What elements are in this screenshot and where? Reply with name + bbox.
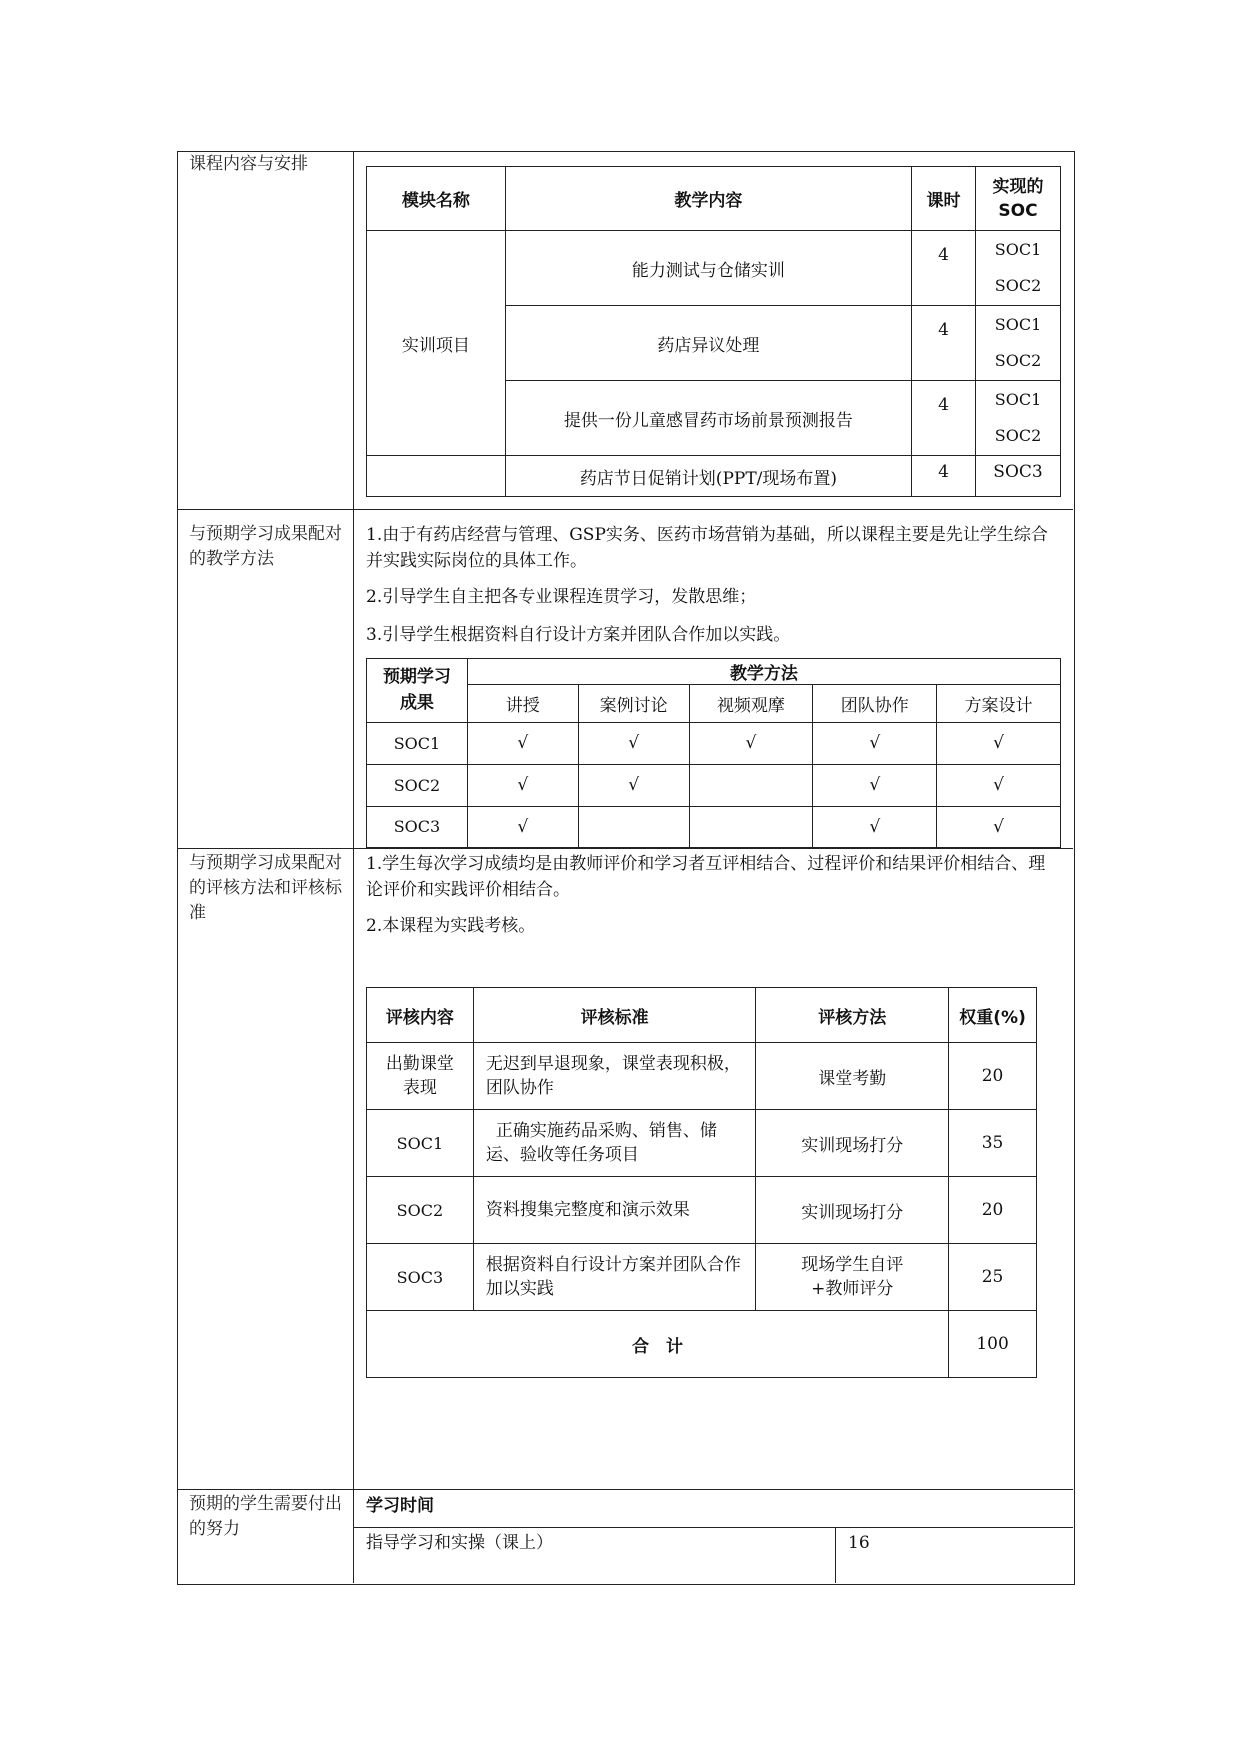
check-mark (578, 806, 689, 847)
row-2-soc1: SOC1 (994, 315, 1042, 334)
assessment-para-2: 2.本课程为实践考核。 (366, 916, 536, 936)
assess-row-3-standard: 资料搜集完整度和演示效果 (473, 1177, 755, 1244)
header-soc: 实现的SOC (976, 167, 1061, 231)
row-1-hours: 4 (912, 231, 976, 306)
header-hours: 课时 (912, 167, 976, 231)
assess-row-4-method: 现场学生自评+教师评分 (756, 1244, 949, 1311)
check-mark (689, 765, 813, 806)
assess-row-3-content: SOC2 (367, 1177, 474, 1244)
outcome-soc3: SOC3 (367, 806, 468, 847)
module-name: 实训项目 (367, 231, 506, 456)
check-mark: √ (937, 806, 1061, 847)
assess-row-2-method: 实训现场打分 (756, 1110, 949, 1177)
row-divider-1 (177, 509, 1073, 510)
header-assess-standard: 评核标准 (473, 988, 755, 1043)
row-3-soc1: SOC1 (994, 390, 1042, 409)
assessment-table (366, 987, 1037, 1378)
check-mark: √ (578, 765, 689, 806)
row-2-content: 药店异议处理 (505, 306, 911, 381)
row-divider-3 (177, 1489, 1073, 1490)
method-case: 案例讨论 (578, 685, 689, 722)
assess-row-4-content: SOC3 (367, 1244, 474, 1311)
assess-row-1-content: 出勤课堂表现 (367, 1043, 474, 1110)
effort-item-label: 指导学习和实操（课上） (366, 1533, 553, 1553)
assess-row-2-content: SOC1 (367, 1110, 474, 1177)
assess-row-1-weight: 20 (949, 1043, 1037, 1110)
method-team: 团队协作 (813, 685, 937, 722)
teaching-methods-table (366, 658, 1061, 848)
assessment-para-1: 1.学生每次学习成绩均是由教师评价和学习者互评相结合、过程评价和结果评价相结合、理论评价和实践评价相结合。 (366, 854, 1046, 900)
effort-col-divider (835, 1527, 836, 1583)
section-label-teaching-methods: 与预期学习成果配对的教学方法 (189, 524, 342, 569)
check-mark: √ (578, 722, 689, 764)
effort-heading: 学习时间 (366, 1496, 434, 1516)
assess-row-4-standard: 根据资料自行设计方案并团队合作加以实践 (473, 1244, 755, 1311)
check-mark: √ (467, 722, 578, 764)
outcome-soc2: SOC2 (367, 765, 468, 806)
row-3-soc2: SOC2 (994, 426, 1042, 445)
assess-row-1-method: 课堂考勤 (756, 1043, 949, 1110)
check-mark: √ (813, 722, 937, 764)
row-4-soc1: SOC3 (976, 456, 1061, 497)
row-1-soc1: SOC1 (994, 240, 1042, 259)
row-1-soc (976, 231, 1061, 306)
check-mark (689, 806, 813, 847)
check-mark: √ (467, 765, 578, 806)
method-video: 视频观摩 (689, 685, 813, 722)
row-1-content: 能力测试与仓储实训 (505, 231, 911, 306)
section-label-course-content: 课程内容与安排 (189, 154, 308, 174)
check-mark: √ (937, 722, 1061, 764)
check-mark: √ (467, 806, 578, 847)
header-content: 教学内容 (505, 167, 911, 231)
section-label-effort: 预期的学生需要付出的努力 (189, 1494, 342, 1539)
assess-row-3-weight: 20 (949, 1177, 1037, 1244)
row-3-content: 提供一份儿童感冒药市场前景预测报告 (505, 381, 911, 456)
check-mark: √ (689, 722, 813, 764)
teaching-para-2: 2.引导学生自主把各专业课程连贯学习，发散思维； (366, 587, 757, 607)
row-1-soc2: SOC2 (994, 276, 1042, 295)
method-design: 方案设计 (937, 685, 1061, 722)
outcome-soc1: SOC1 (367, 722, 468, 764)
assess-total-value: 100 (949, 1311, 1037, 1378)
teaching-para-3: 3.引导学生根据资料自行设计方案并团队合作加以实践。 (366, 625, 791, 645)
header-assess-weight: 权重(%) (949, 988, 1037, 1043)
header-methods: 教学方法 (467, 659, 1060, 685)
header-assess-content: 评核内容 (367, 988, 474, 1043)
row-2-soc2: SOC2 (994, 351, 1042, 370)
header-assess-method: 评核方法 (756, 988, 949, 1043)
method-lecture: 讲授 (467, 685, 578, 722)
check-mark: √ (937, 765, 1061, 806)
effort-item-value: 16 (848, 1533, 870, 1553)
header-outcome: 预期学习成果 (367, 659, 468, 723)
assess-row-3-method: 实训现场打分 (756, 1177, 949, 1244)
effort-row-divider (353, 1527, 1073, 1528)
check-mark: √ (813, 765, 937, 806)
row-2-hours: 4 (912, 306, 976, 381)
section-label-assessment: 与预期学习成果配对的评核方法和评核标准 (189, 853, 342, 923)
row-2-soc (976, 306, 1061, 381)
row-3-hours: 4 (912, 381, 976, 456)
assess-row-1-standard: 无迟到早退现象，课堂表现积极，团队协作 (473, 1043, 755, 1110)
assess-row-2-weight: 35 (949, 1110, 1037, 1177)
row-4-content: 药店节日促销计划(PPT/现场布置) (505, 456, 911, 497)
assess-row-2-standard: 正确实施药品采购、销售、储运、验收等任务项目 (473, 1110, 755, 1177)
column-divider (353, 151, 354, 1583)
check-mark: √ (813, 806, 937, 847)
teaching-para-1: 1.由于有药店经营与管理、GSP实务、医药市场营销为基础，所以课程主要是先让学生综合并实践实际岗位的具体工作。 (366, 525, 1048, 571)
row-4-hours: 4 (912, 456, 976, 497)
row-divider-2 (177, 848, 1073, 849)
row-3-soc (976, 381, 1061, 456)
module-empty-cell (367, 456, 506, 497)
assess-row-4-weight: 25 (949, 1244, 1037, 1311)
assess-total-label: 合 计 (367, 1311, 949, 1378)
header-module: 模块名称 (367, 167, 506, 231)
course-content-table (366, 166, 1061, 497)
